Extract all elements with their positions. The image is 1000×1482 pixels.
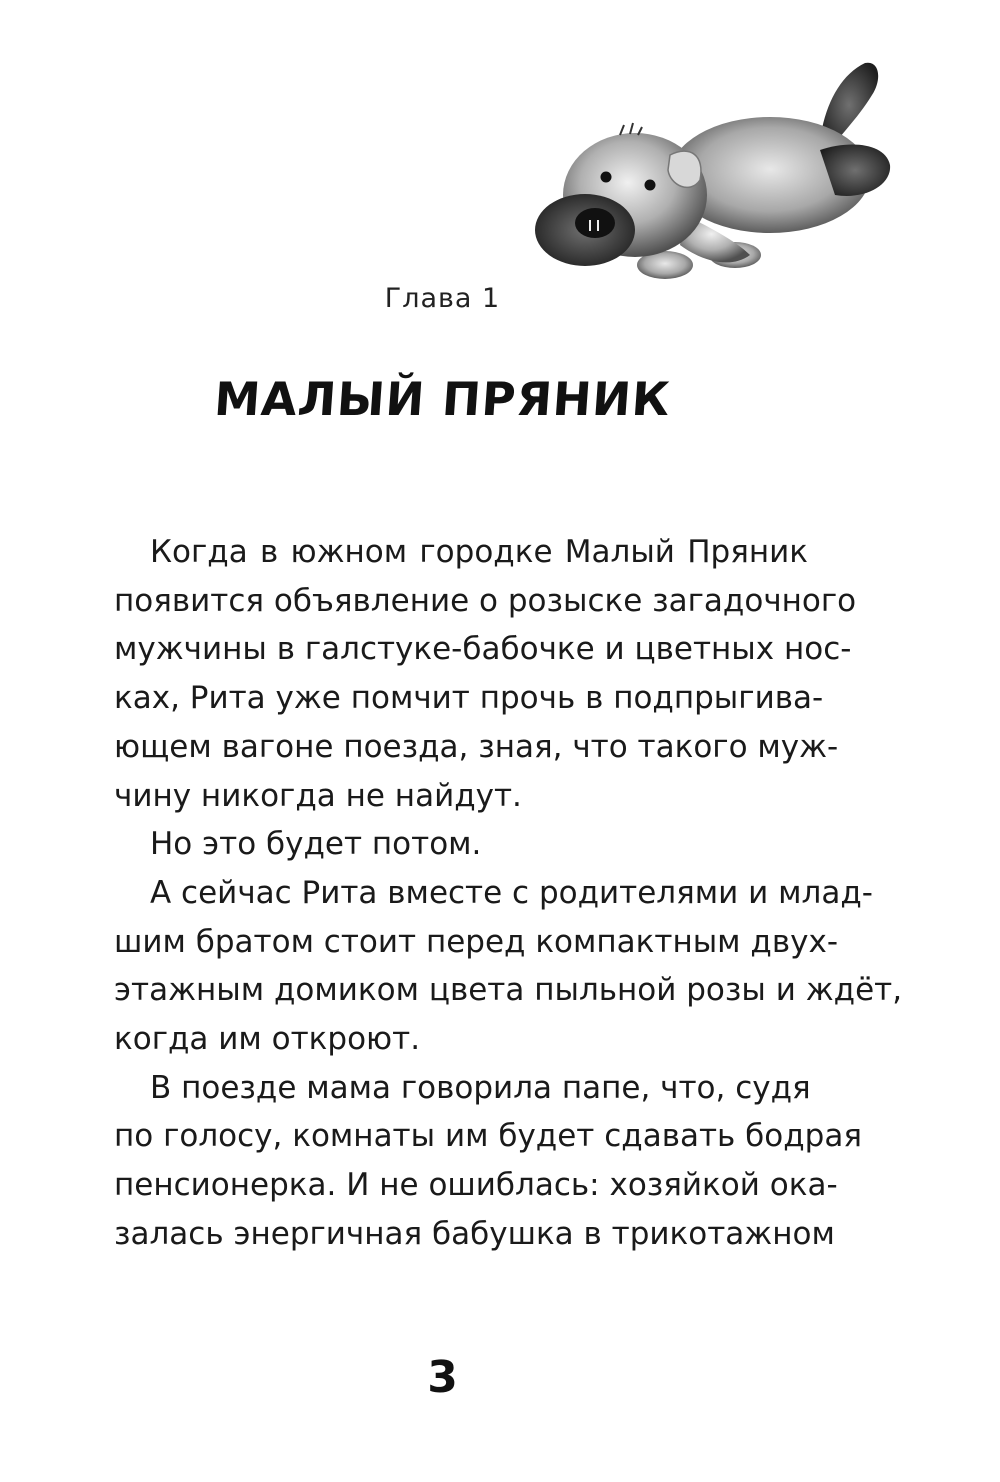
page-number: 3 xyxy=(427,1352,458,1403)
text-line: Но это будет потом. xyxy=(150,826,482,863)
paragraph xyxy=(78,1064,862,1259)
paragraph xyxy=(78,528,857,820)
text-line: мужчины в галстуке-бабочке и цветных нос- xyxy=(114,631,852,668)
text-line: ющем вагоне поезда, зная, что такого муж- xyxy=(114,728,839,765)
text-line: пенсионерка. И не ошиблась: хозяйкой ока- xyxy=(114,1167,838,1204)
chapter-title: МАЛЫЙ ПРЯНИК xyxy=(212,372,673,426)
text-line: когда им откроют. xyxy=(114,1021,421,1058)
text-line: В поезде мама говорила папе, что, судя xyxy=(150,1069,811,1106)
text-line: этажным домиком цвета пыльной розы и ждёт, xyxy=(114,972,903,1009)
text-line: шим братом стоит перед компактным двух- xyxy=(114,923,839,960)
text-line: ках, Рита уже помчит прочь в подпрыгива- xyxy=(114,680,824,717)
body-text xyxy=(78,528,903,1259)
text-line: появится объявление о розыске загадочного xyxy=(114,582,857,619)
text-line: чину никогда не найдут. xyxy=(114,777,522,814)
text-line: по голосу, комнаты им будет сдавать бодрая xyxy=(114,1118,862,1155)
text-line: Когда в южном городке Малый Пряник xyxy=(150,534,808,570)
plush-dog-illustration xyxy=(520,55,900,300)
text-line: А сейчас Рита вместе с родителями и млад- xyxy=(150,874,873,911)
paragraph xyxy=(78,820,808,869)
text-line: залась энергичная бабушка в трикотажном xyxy=(114,1215,835,1252)
chapter-label: Глава 1 xyxy=(384,283,501,314)
paragraph xyxy=(78,869,903,1064)
